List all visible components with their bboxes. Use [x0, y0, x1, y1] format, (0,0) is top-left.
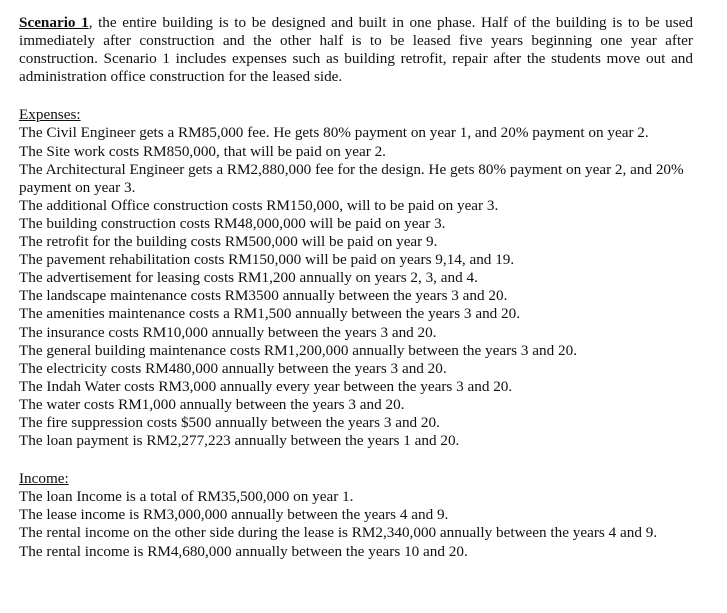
expenses-list [19, 124, 693, 450]
expense-item: The fire suppression costs $500 annually between the years 3 and 20. [19, 413, 440, 431]
scenario-document [19, 14, 693, 561]
expense-item: The electricity costs RM480,000 annually between the years 3 and 20. [19, 359, 447, 377]
expense-item: The general building maintenance costs RM1,200,000 annually between the years 3 and 20. [19, 341, 577, 359]
scenario-title: Scenario 1 [19, 14, 89, 31]
expense-item: The advertisement for leasing costs RM1,200 annually on years 2, 3, and 4. [19, 269, 478, 287]
expense-item: The Site work costs RM850,000, that will be paid on year 2. [19, 142, 386, 160]
expense-item: The loan payment is RM2,277,223 annually between the years 1 and 20. [19, 432, 460, 450]
scenario-intro-text: , the entire building is to be designed and built in one phase. Half of the building is to be used immediately after construction and the other half is to be leased five years beginning one year after construction. Scenario 1 includes expenses such as building retrofit, repair after the students move out and administration office construction for the leased side. [19, 14, 693, 86]
expenses-heading: Expenses: [19, 106, 81, 124]
expense-item: The water costs RM1,000 annually between the years 3 and 20. [19, 395, 405, 413]
expense-item: The retrofit for the building costs RM500,000 will be paid on year 9. [19, 233, 438, 251]
expense-item: The Indah Water costs RM3,000 annually every year between the years 3 and 20. [19, 377, 513, 395]
income-item: The loan Income is a total of RM35,500,000 on year 1. [19, 488, 354, 506]
expense-item: The amenities maintenance costs a RM1,500 annually between the years 3 and 20. [19, 305, 521, 323]
expense-item: The additional Office construction costs RM150,000, will to be paid on year 3. [19, 196, 499, 214]
expense-item: The landscape maintenance costs RM3500 annually between the years 3 and 20. [19, 287, 508, 305]
scenario-intro-paragraph [19, 14, 693, 86]
expense-item: The pavement rehabilitation costs RM150,000 will be paid on years 9,14, and 19. [19, 251, 515, 269]
expense-item: The insurance costs RM10,000 annually between the years 3 and 20. [19, 323, 437, 341]
income-item: The lease income is RM3,000,000 annually between the years 4 and 9. [19, 506, 449, 524]
income-item: The rental income is RM4,680,000 annually between the years 10 and 20. [19, 542, 468, 560]
income-heading: Income: [19, 470, 69, 488]
expense-item: The Architectural Engineer gets a RM2,880,000 fee for the design. He gets 80% payment on year 2, and 20% payment on year 3. [19, 160, 684, 196]
income-list [19, 488, 693, 560]
expense-item: The Civil Engineer gets a RM85,000 fee. He gets 80% payment on year 1, and 20% payment on year 2. [19, 124, 649, 142]
expense-item: The building construction costs RM48,000,000 will be paid on year 3. [19, 214, 446, 232]
income-item: The rental income on the other side during the lease is RM2,340,000 annually between the years 4 and 9. [19, 524, 658, 542]
